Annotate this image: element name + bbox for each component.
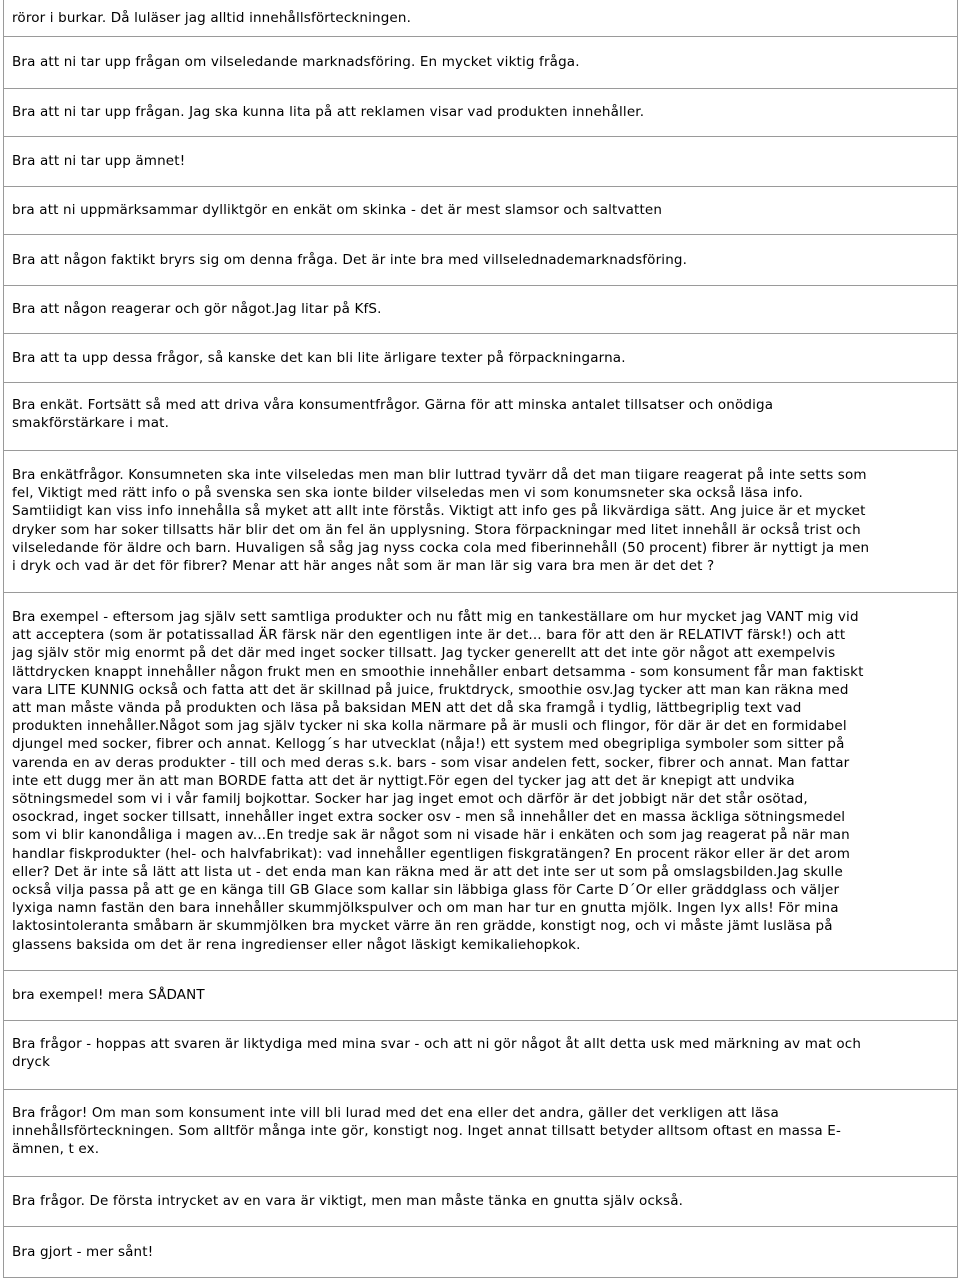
comment-row: Bra frågor. De första intrycket av en vara är viktigt, men man måste tänka en gnutta själv också. bbox=[3, 1177, 958, 1227]
comment-row: Bra frågor - hoppas att svaren är liktydiga med mina svar - och att ni gör något åt allt detta usk med märkning av mat och dryck bbox=[3, 1021, 958, 1090]
comment-row: Bra exempel - eftersom jag själv sett samtliga produkter och nu fått mig en tankeställare om hur mycket jag VANT mig vid att acceptera (som är potatissallad ÄR färsk när den egentligen inte är det... bara för att den är RELATIVT färsk!) och att jag själv stör mig enormt på det där med inget socker tillsatt. Jag tycker generellt att det inte gör något att exempelvis lättdrycken knappt innehåller någon frukt men en smoothie innehåller enbart detsamma - som konsument får man faktiskt vara LITE KUNNIG också och fatta att det är skillnad på juice, fruktdryck, smoothie osv.Jag tycker att man kan räkna med att man måste vända på produkten och läsa på baksidan MEN att det då ska framgå i tydlig, lättbegriplig text vad produkten innehåller.Något som jag själv tycker ni ska kolla närmare på är musli och flingor, för där är det en formidabel djungel med socker, fibrer och annat. Kellogg´s har utvecklat (nåja!) ett system med obegripliga symboler som sitter på varenda en av deras produkter - till och med deras s.k. bars - som visar andelen fett, socker, fibrer och annat. Man fattar inte ett dugg mer än att man BORDE fatta att det är nyttigt.För egen del tycker jag att det är knepigt att undvika sötningsmedel som vi i vår familj bojkottar. Socker har jag inget emot och därför är det jobbigt när det står osötad, osockrad, inget socker tillsatt, innehåller inget extra socker osv - men så innehåller det en massa äckliga sötningsmedel som vi blir kanondåliga i magen av...En tredje sak är något som ni visade här i enkäten och som jag reagerat på när man handlar fiskprodukter (hel- och halvfabrikat): vad innehåller egentligen fiskgratängen? En procent räkor eller är det arom eller? Det är inte så lätt att lista ut - det enda man kan räkna med är att det inte ser ut som på omslagsbilden.Jag skulle också vilja passa på att ge en känga till GB Glace som kallar sin läbbiga glass för Carte D´Or eller gräddglass och väljer lyxiga namn fastän den bara innehåller skummjölkspulver och om man har tur en gnutta mjölk. Ingen lyx alls! För mina laktosintoleranta småbarn är skummjölken bra mycket värre än ren grädde, konstigt nog, och vi måste jämt lusläsa på glassens baksida om det är rena ingredienser eller något läskigt kemikaliehopkok. bbox=[3, 593, 958, 971]
comment-row: Bra frågor! Om man som konsument inte vill bli lurad med det ena eller det andra, gäller det verkligen att läsa innehållsförteckningen. Som alltför många inte gör, konstigt nog. Inget annat tillsatt betyder alltsom oftast en massa E- ämnen, t ex. bbox=[3, 1090, 958, 1177]
comment-row: Bra att ni tar upp ämnet! bbox=[3, 137, 958, 187]
comment-row: Bra att ni tar upp frågan om vilseledande marknadsföring. En mycket viktig fråga. bbox=[3, 37, 958, 89]
comment-row: bra att ni uppmärksammar dylliktgör en enkät om skinka - det är mest slamsor och saltvatten bbox=[3, 187, 958, 235]
comment-row: Bra att ni tar upp frågan. Jag ska kunna lita på att reklamen visar vad produkten innehåller. bbox=[3, 89, 958, 137]
comment-row: Bra gjort - mer sånt! bbox=[3, 1227, 958, 1278]
comment-row: Bra enkät. Fortsätt så med att driva våra konsumentfrågor. Gärna för att minska antalet tillsatser och onödiga smakförstärkare i mat. bbox=[3, 383, 958, 451]
comment-row: Bra att någon reagerar och gör något.Jag litar på KfS. bbox=[3, 286, 958, 334]
comment-row: Bra att någon faktikt bryrs sig om denna fråga. Det är inte bra med villselednademarknadsföring. bbox=[3, 235, 958, 286]
comments-table bbox=[3, 0, 958, 1278]
comment-row: bra exempel! mera SÅDANT bbox=[3, 971, 958, 1021]
comment-row: Bra enkätfrågor. Konsumneten ska inte vilseledas men man blir luttrad tyvärr då det man tiigare reagerat på inte setts som fel, Viktigt med rätt info o på svenska sen ska ionte bilder vilseledas men vi som konumsneter ska också läsa info. Samtiidigt kan viss info innehålla så myket att allt inte förstås. Viktigt att info ges på likvärdiga sätt. Ang juice är et mycket dryker som har soker tillsatts här blir det om än fel än upplysning. Stora förpackningar med litet innehåll är också trist och vilseledande för äldre och barn. Huvaligen så såg jag nyss cocka cola med fiberinnehåll (50 procent) fibrer är nyttigt ja men i dryk och vad är det för fibrer? Menar att här anges nåt som är man lär sig vara bra men är det det ? bbox=[3, 451, 958, 593]
comment-row: Bra att ta upp dessa frågor, så kanske det kan bli lite ärligare texter på förpackningarna. bbox=[3, 334, 958, 383]
comment-row: röror i burkar. Då luläser jag alltid innehållsförteckningen. bbox=[3, 0, 958, 37]
